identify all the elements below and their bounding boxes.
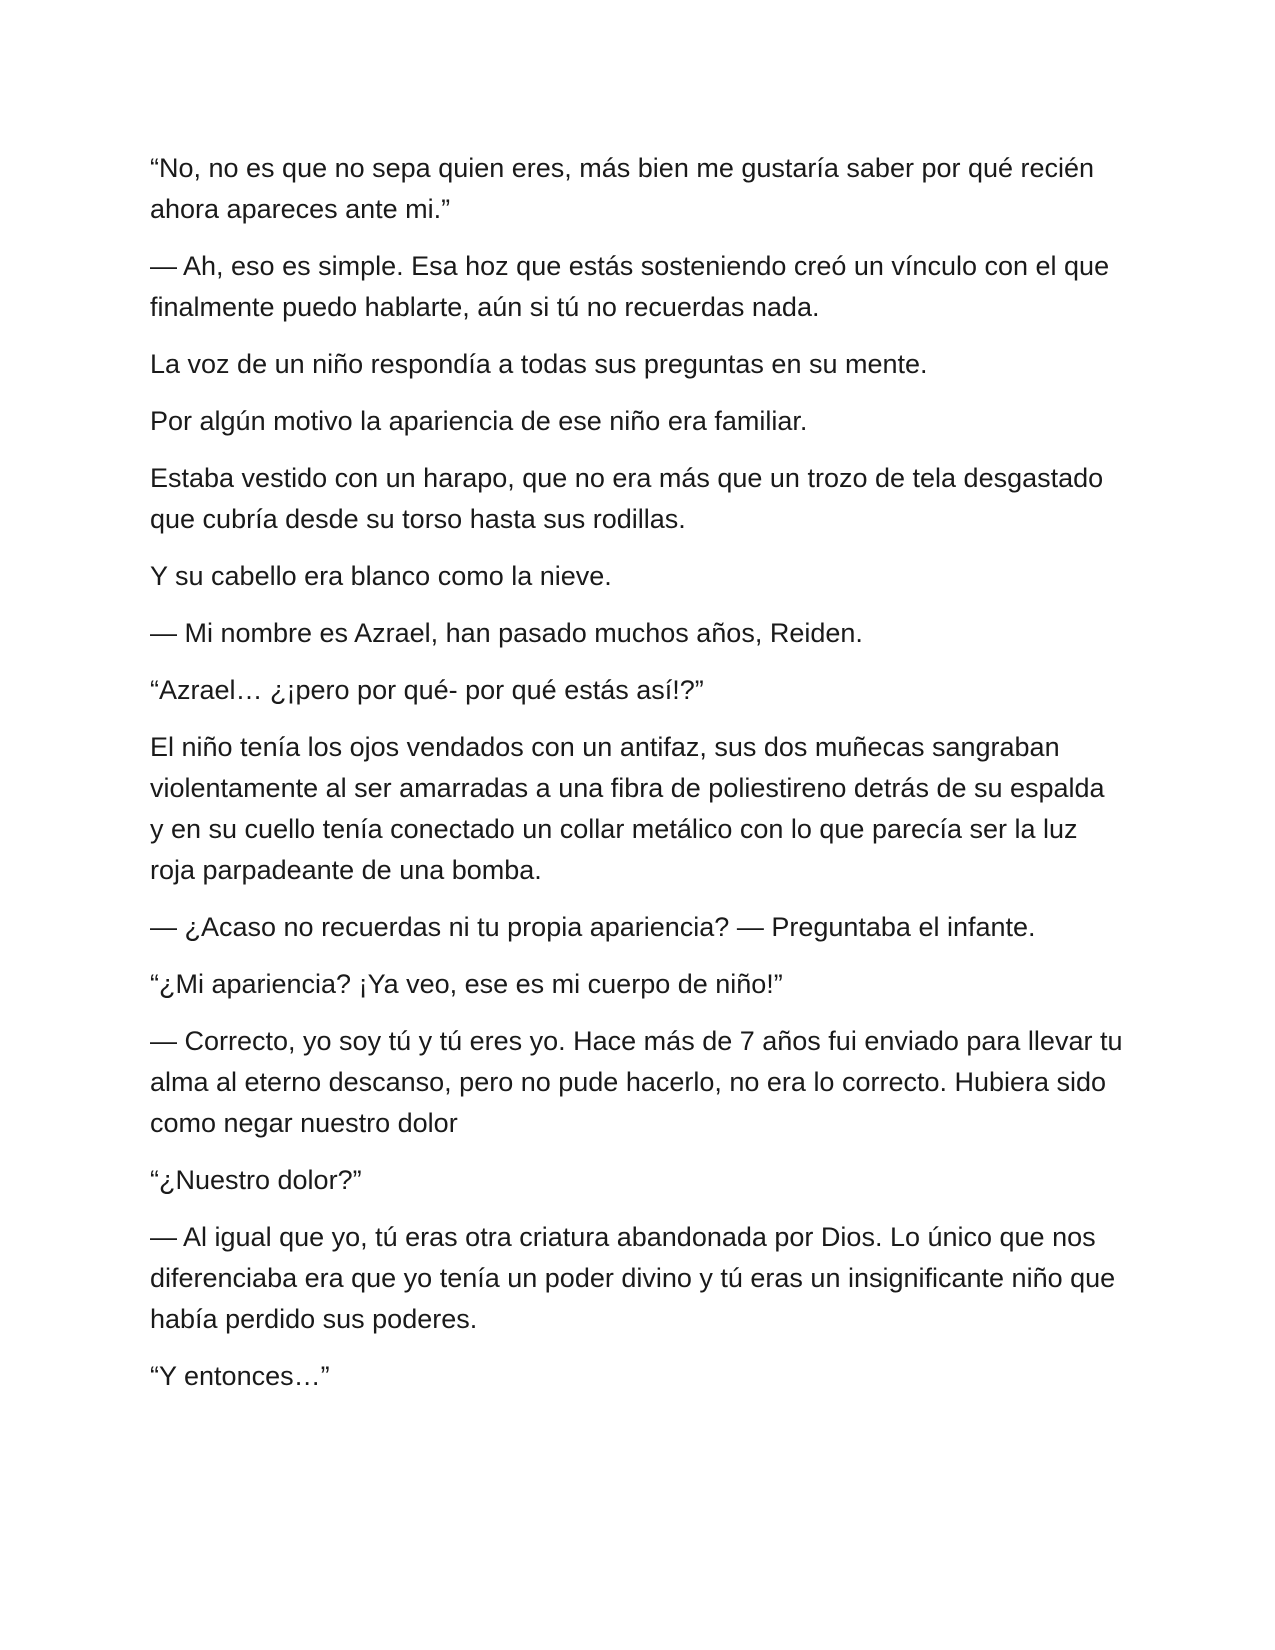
paragraph: El niño tenía los ojos vendados con un antifaz, sus dos muñecas sangraban violentamente al ser amarradas a una fibra de poliestireno detrás de su espalda y en su cuello tenía conectado un collar metálico con lo que parecía ser la luz roja parpadeante de una bomba. — [150, 732, 1105, 885]
paragraph: — Mi nombre es Azrael, han pasado muchos años, Reiden. — [150, 618, 863, 648]
paragraph: “Azrael… ¿¡pero por qué- por qué estás así!?” — [150, 675, 704, 705]
paragraph: Por algún motivo la apariencia de ese niño era familiar. — [150, 406, 808, 436]
document-body — [150, 148, 1125, 1413]
paragraph: — ¿Acaso no recuerdas ni tu propia apariencia? — Preguntaba el infante. — [150, 912, 1036, 942]
paragraph: “¿Nuestro dolor?” — [150, 1165, 362, 1195]
paragraph: La voz de un niño respondía a todas sus preguntas en su mente. — [150, 349, 928, 379]
paragraph: “¿Mi apariencia? ¡Ya veo, ese es mi cuerpo de niño!” — [150, 969, 783, 999]
paragraph: Estaba vestido con un harapo, que no era más que un trozo de tela desgastado que cubría desde su torso hasta sus rodillas. — [150, 463, 1104, 534]
paragraph: “Y entonces…” — [150, 1361, 330, 1391]
paragraph: — Correcto, yo soy tú y tú eres yo. Hace más de 7 años fui enviado para llevar tu alma al eterno descanso, pero no pude hacerlo, no era lo correcto. Hubiera sido como negar nuestro dolor — [150, 1026, 1123, 1138]
paragraph: — Ah, eso es simple. Esa hoz que estás sosteniendo creó un vínculo con el que finalmente puedo hablarte, aún si tú no recuerdas nada. — [150, 251, 1110, 322]
paragraph: Y su cabello era blanco como la nieve. — [150, 561, 612, 591]
paragraph: — Al igual que yo, tú eras otra criatura abandonada por Dios. Lo único que nos diferenciaba era que yo tenía un poder divino y tú eras un insignificante niño que había perdido sus poderes. — [150, 1222, 1116, 1334]
paragraph: “No, no es que no sepa quien eres, más bien me gustaría saber por qué recién ahora apareces ante mi.” — [150, 153, 1095, 224]
